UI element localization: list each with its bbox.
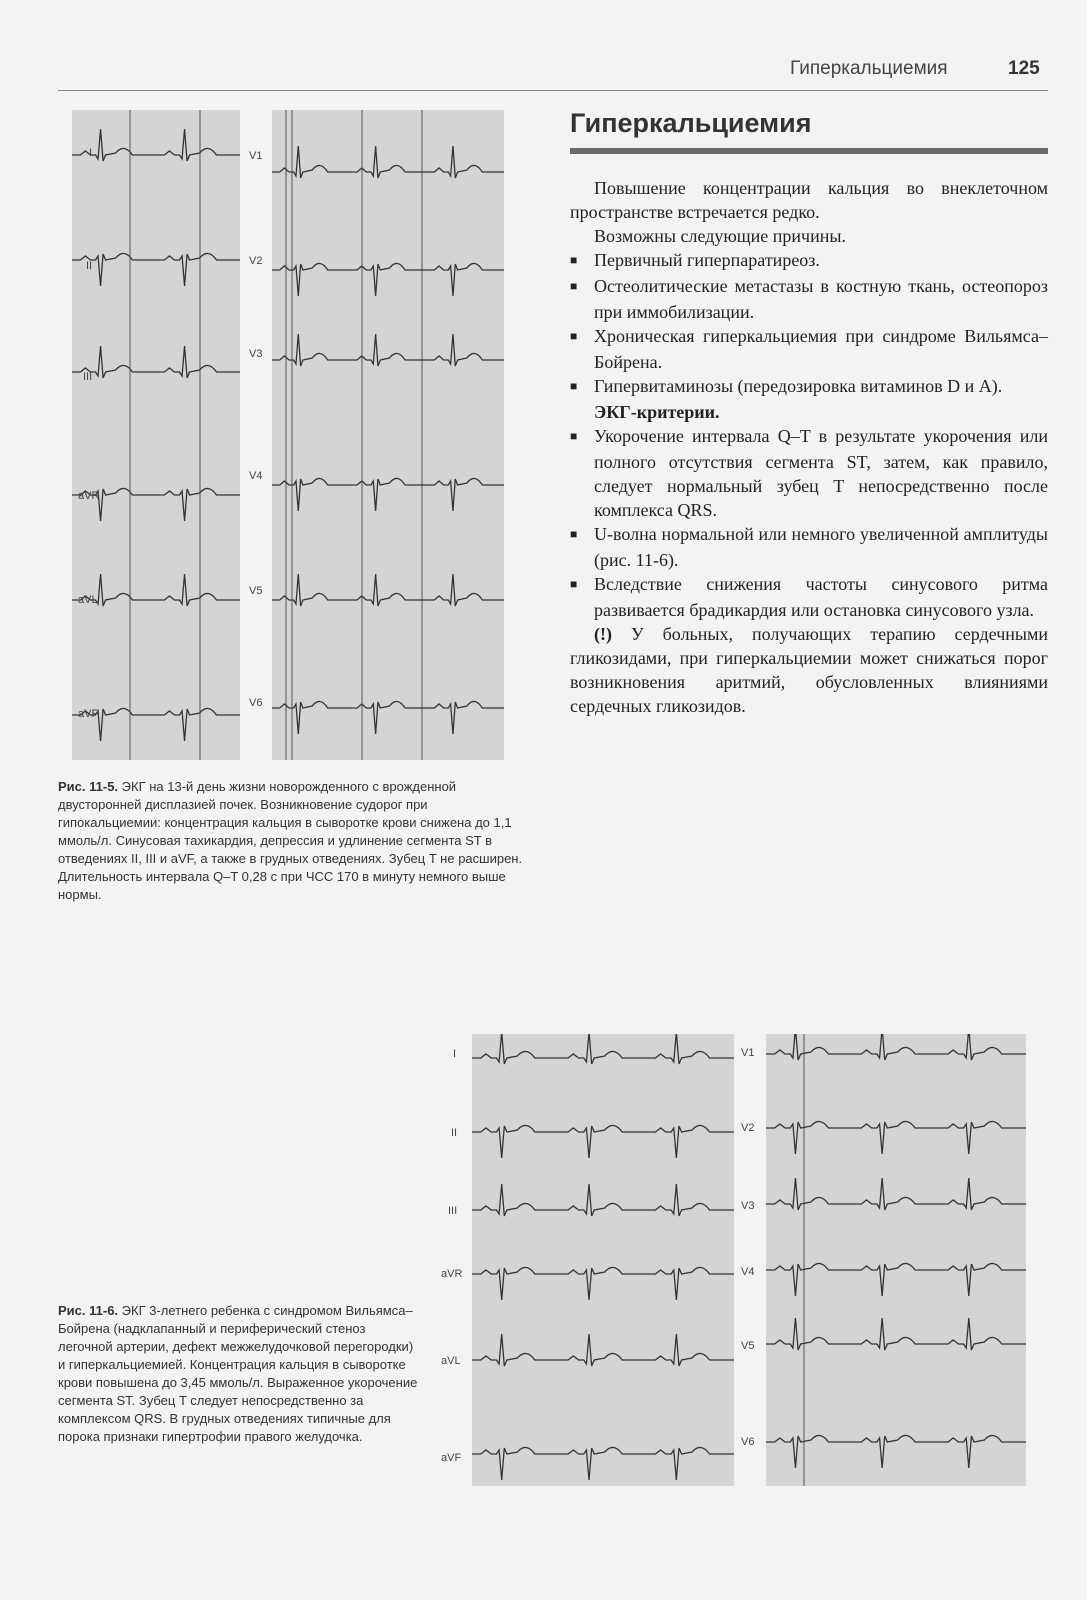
figure-11-5-caption-label: Рис. 11-5. [58, 779, 119, 794]
cause-item: ■ Хроническая гиперкальциемия при синдроме Вильямса–Бойрена. [570, 324, 1048, 374]
ecg-trace [766, 1121, 1026, 1154]
lead-label-V6: V6 [249, 697, 263, 709]
page-number: 125 [1008, 58, 1040, 79]
ecg-trace [766, 1034, 1026, 1060]
ecg-trace [472, 1447, 734, 1480]
lead-label-aVF: aVF [78, 708, 99, 720]
ecg-trace [72, 129, 240, 161]
ecg-figure-11-6-right [766, 1034, 1026, 1486]
causes-lead: Возможны следующие причины. [594, 226, 846, 246]
ecg-trace [272, 146, 504, 178]
lead-label-aVR: aVR [441, 1268, 463, 1280]
ecg-trace [766, 1318, 1026, 1350]
figure-11-5-caption [58, 778, 523, 904]
lead-label-V3: V3 [741, 1200, 755, 1212]
lead-label-V2: V2 [741, 1122, 755, 1134]
figure-11-6-caption-text: ЭКГ 3-летнего ребенка с синдромом Вильямса–Бойрена (надклапанный и периферический стеноз легочной артерии, дефект межжелудочковой перегородки) и гиперкальциемией. Концентрация кальция в сыворотке крови повышена до 3,45 ммоль/л. Выраженное укорочение сегмента ST. Зубец T следует непосредственно за комплексом QRS. В грудных отведениях типичные для порока признаки гипертрофии правого желудочка. [58, 1303, 418, 1444]
ecg-trace [272, 334, 504, 366]
lead-label-aVF: aVF [441, 1452, 462, 1464]
criteria-item: ■ Вследствие снижения частоты синусового ритма развивается брадикардия или остановка синусового узла. [570, 572, 1048, 622]
note-mark: (!) [594, 624, 612, 644]
lead-label-V6: V6 [741, 1436, 755, 1448]
lead-label-V1: V1 [249, 150, 263, 162]
lead-label-aVL: aVL [78, 594, 98, 606]
figure-11-6-caption [58, 1302, 418, 1446]
ecg-trace [472, 1125, 734, 1158]
ecg-trace [72, 346, 240, 378]
ecg-trace [766, 1263, 1026, 1296]
lead-label-II: II [86, 260, 93, 272]
lead-label-V4: V4 [741, 1266, 755, 1278]
lead-label-V2: V2 [249, 255, 263, 267]
ecg-trace [472, 1267, 734, 1300]
figure-11-6-caption-label: Рис. 11-6. [58, 1303, 119, 1318]
note-paragraph [570, 622, 1048, 718]
section-title-bar [570, 148, 1048, 154]
lead-label-V4: V4 [249, 470, 263, 482]
lead-label-II: II [451, 1127, 458, 1139]
ecg-trace [472, 1334, 734, 1366]
ecg-figure-11-5-left [72, 110, 240, 760]
figure-11-5-caption-text: ЭКГ на 13-й день жизни новорожденного с врожденной двусторонней дисплазией почек. Возникновение судорог при гипокальциемии: концентрация кальция в сыворотке крови снижена до 1,1 ммоль/л. Синусовая тахикардия, депрессия и удлинение сегмента ST в отведениях II, III и aVF, а также в грудных отведениях. Зубец T не расширен. Длительность интервала Q–T 0,28 с при ЧСС 170 в минуту немного выше нормы. [58, 779, 523, 902]
ecg-trace [72, 253, 240, 286]
ecg-trace [272, 574, 504, 606]
criteria-item: ■ U-волна нормальной или немного увеличенной амплитуды (рис. 11-6). [570, 522, 1048, 572]
running-title: Гиперкальциемия [790, 58, 948, 79]
ecg-trace [472, 1184, 734, 1216]
lead-label-III: III [448, 1205, 458, 1217]
lead-label-III: III [83, 371, 93, 383]
intro-paragraph: Повышение концентрации кальция во внеклеточном пространстве встречается редко. [570, 178, 1048, 222]
criteria-item: ■ Укорочение интервала Q–T в результате укорочения или полного отсутствия сегмента ST, затем, как правило, следует нормальный зубец T непосредственно после комплекса QRS. [570, 424, 1048, 522]
lead-label-I: I [453, 1048, 457, 1060]
lead-label-V5: V5 [249, 585, 263, 597]
cause-item: ■ Гипервитаминозы (передозировка витаминов D и A). [570, 374, 1048, 400]
ecg-figure-11-5-right [272, 110, 504, 760]
ecg-trace [272, 263, 504, 296]
ecg-trace [272, 478, 504, 511]
ecg-trace [766, 1178, 1026, 1210]
header-rule [58, 90, 1048, 91]
section-body [570, 176, 1048, 718]
section-title: Гиперкальциемия [570, 108, 812, 138]
lead-label-V1: V1 [741, 1047, 755, 1059]
ecg-trace [766, 1435, 1026, 1468]
note-text: У больных, получающих терапию сердечными гликозидами, при гиперкальциемии может снижаться порог возникновения аритмий, обусловленных влияниями сердечных гликозидов. [570, 624, 1049, 716]
ecg-trace [272, 701, 504, 734]
cause-item: ■ Остеолитические метастазы в костную ткань, остеопороз при иммобилизации. [570, 274, 1048, 324]
lead-label-V5: V5 [741, 1340, 755, 1352]
ecg-trace [472, 1034, 734, 1064]
lead-label-I: I [89, 147, 93, 159]
lead-label-aVL: aVL [441, 1355, 461, 1367]
lead-label-V3: V3 [249, 348, 263, 360]
criteria-heading: ЭКГ-критерии. [594, 402, 720, 422]
cause-item: ■ Первичный гиперпаратиреоз. [570, 248, 1048, 274]
ecg-figure-11-6-left [472, 1034, 734, 1486]
lead-label-aVR: aVR [78, 490, 100, 502]
